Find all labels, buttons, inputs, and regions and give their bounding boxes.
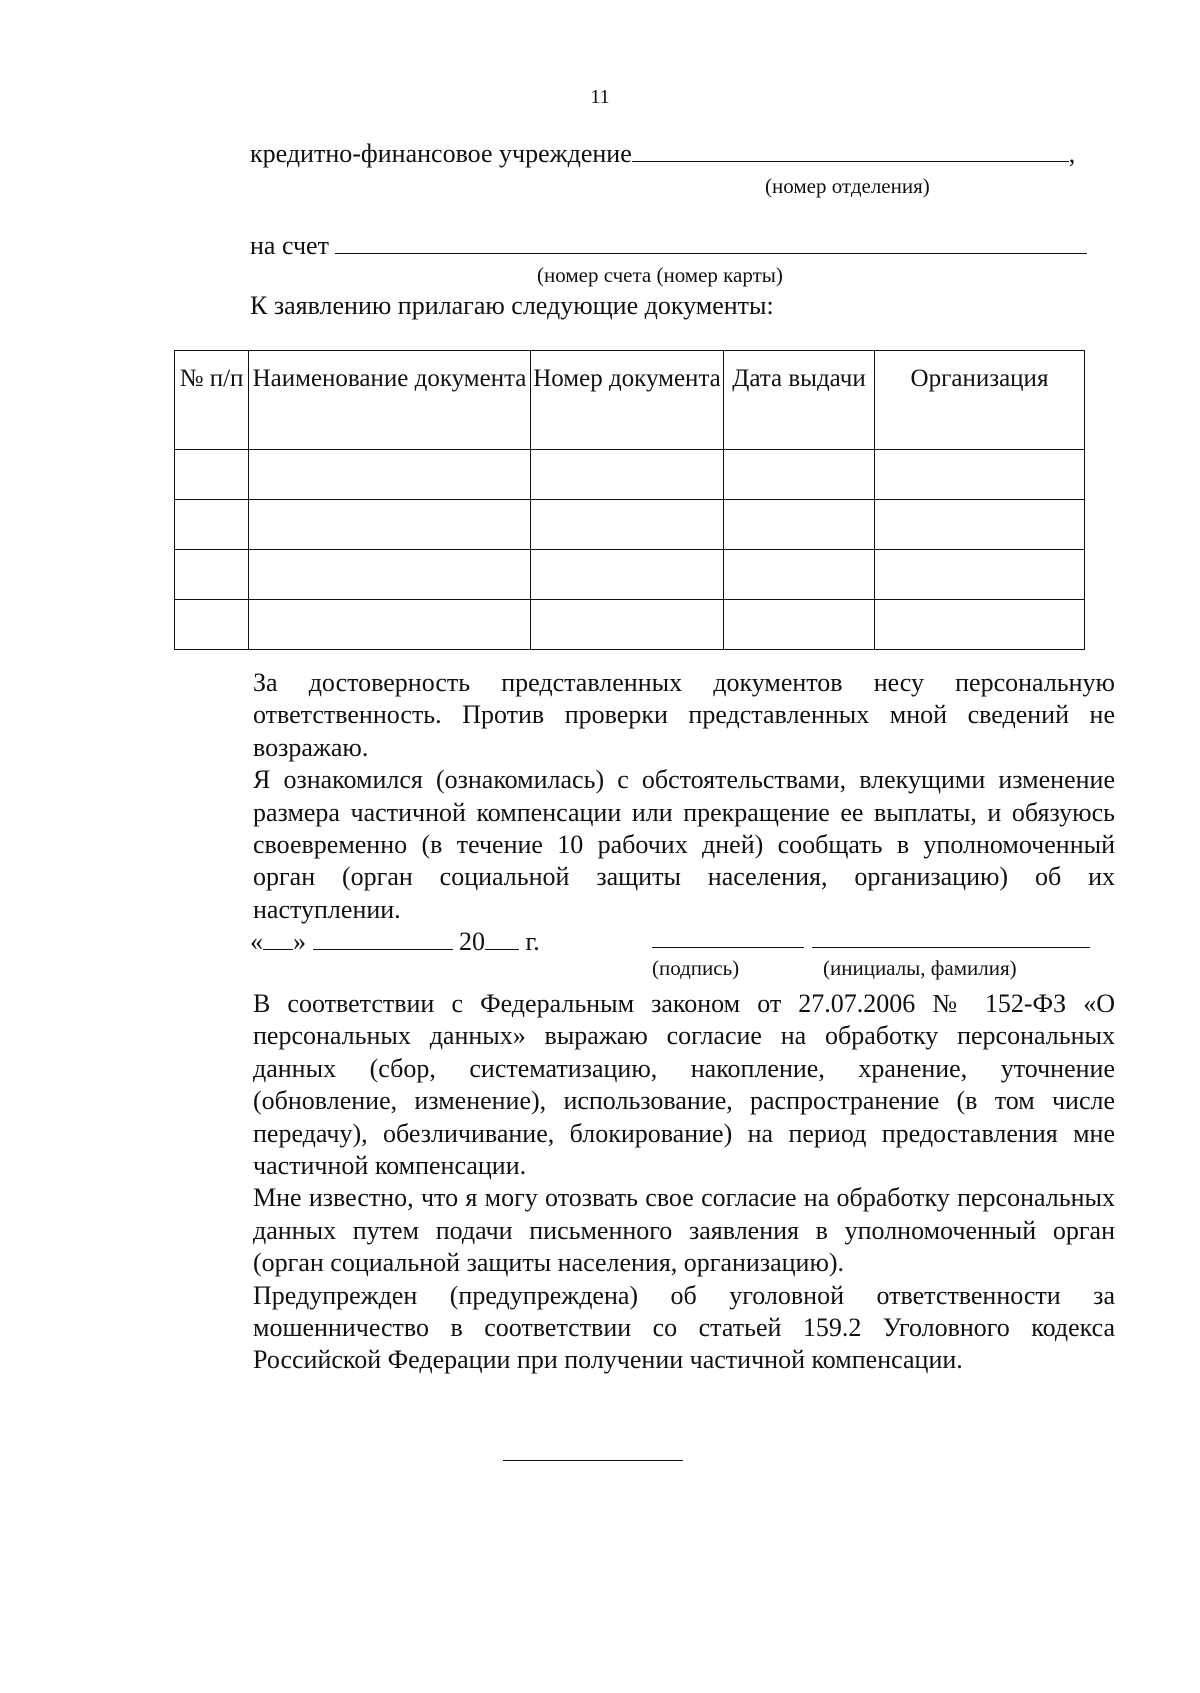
account-blank[interactable]: [335, 231, 1087, 254]
table-cell[interactable]: [531, 550, 724, 600]
header-document-number: Номер документа: [531, 351, 724, 450]
account-label: на счет: [250, 231, 329, 260]
table-header-row: [175, 351, 1085, 450]
year-prefix: 20: [459, 927, 485, 956]
bank-blank[interactable]: [632, 139, 1069, 162]
acknowledgement-paragraph: Я ознакомился (ознакомилась) с обстоятельствами, влекущими изменение размера частичной компенсации или прекращение ее выплаты, и обязуюсь своевременно (в течение 10 рабочих дней) сообщать в уполномоченный орган (орган социальной защиты населения, организацию) об их наступлении.: [253, 765, 1115, 924]
table-cell[interactable]: [724, 500, 875, 550]
table-row: [175, 450, 1085, 500]
signature-caption: (подпись): [652, 956, 740, 980]
statement-block: [180, 667, 1115, 926]
year-blank[interactable]: [485, 927, 519, 950]
revocation-paragraph: Мне известно, что я могу отозвать свое согласие на обработку персональных данных путем подачи письменного заявления в уполномоченный орган (орган социальной защиты населения, организацию).: [253, 1183, 1115, 1278]
month-blank[interactable]: [313, 927, 453, 950]
table-cell[interactable]: [875, 550, 1085, 600]
table-row: [175, 600, 1085, 650]
date-quote-close: »: [293, 927, 306, 956]
table-cell[interactable]: [724, 450, 875, 500]
consent-block: [180, 988, 1115, 1377]
consent-paragraph: В соответствии с Федеральным законом от 27.07.2006 № 152-ФЗ «О персональных данных» выражаю согласие на обработку персональных данных (сбор, систематизацию, накопление, хранение, уточнение (обновление, изменение), использование, распространение (в том числе передачу), обезличивание, блокирование) на период предоставления мне частичной компенсации.: [253, 989, 1115, 1181]
year-suffix: г.: [525, 927, 540, 956]
name-caption: (инициалы, фамилия): [823, 956, 1017, 980]
name-blank[interactable]: [812, 947, 1090, 948]
account-line: [250, 230, 1087, 262]
header-number: № п/п: [175, 351, 249, 450]
header-organization: Организация: [875, 351, 1085, 450]
signature-blank[interactable]: [652, 947, 804, 948]
table-cell[interactable]: [175, 500, 249, 550]
bank-line: [250, 138, 1075, 170]
account-caption: (номер счета (номер карты): [537, 263, 783, 287]
table-cell[interactable]: [249, 450, 531, 500]
table-row: [175, 500, 1085, 550]
table-cell[interactable]: [875, 500, 1085, 550]
header-issue-date: Дата выдачи: [724, 351, 875, 450]
table-cell[interactable]: [875, 450, 1085, 500]
bank-label: кредитно-финансовое учреждение: [250, 139, 632, 168]
attachments-intro: К заявлению прилагаю следующие документы:: [250, 291, 774, 320]
table-row: [175, 550, 1085, 600]
reliability-paragraph: За достоверность представленных документов несу персональную ответственность. Против проверки представленных мной сведений не возражаю.: [253, 668, 1115, 762]
table-cell[interactable]: [175, 550, 249, 600]
documents-table: [174, 350, 1085, 650]
table-cell[interactable]: [875, 600, 1085, 650]
table-cell[interactable]: [249, 500, 531, 550]
bank-comma: ,: [1068, 139, 1076, 168]
date-line: [250, 926, 540, 958]
table-cell[interactable]: [249, 600, 531, 650]
table-cell[interactable]: [249, 550, 531, 600]
date-quote-open: «: [250, 927, 263, 956]
table-cell[interactable]: [531, 500, 724, 550]
day-blank[interactable]: [263, 927, 293, 950]
end-rule: [503, 1460, 683, 1461]
table-cell[interactable]: [175, 600, 249, 650]
table-cell[interactable]: [724, 600, 875, 650]
table-cell[interactable]: [531, 450, 724, 500]
table-cell[interactable]: [175, 450, 249, 500]
warning-paragraph: Предупрежден (предупреждена) об уголовной ответственности за мошенничество в соответствии со статьей 159.2 Уголовного кодекса Российской Федерации при получении частичной компенсации.: [253, 1280, 1115, 1375]
table-cell[interactable]: [724, 550, 875, 600]
header-document-name: Наименование документа: [249, 351, 531, 450]
table-cell[interactable]: [531, 600, 724, 650]
bank-caption: (номер отделения): [765, 174, 930, 198]
page-number: 11: [590, 86, 610, 108]
